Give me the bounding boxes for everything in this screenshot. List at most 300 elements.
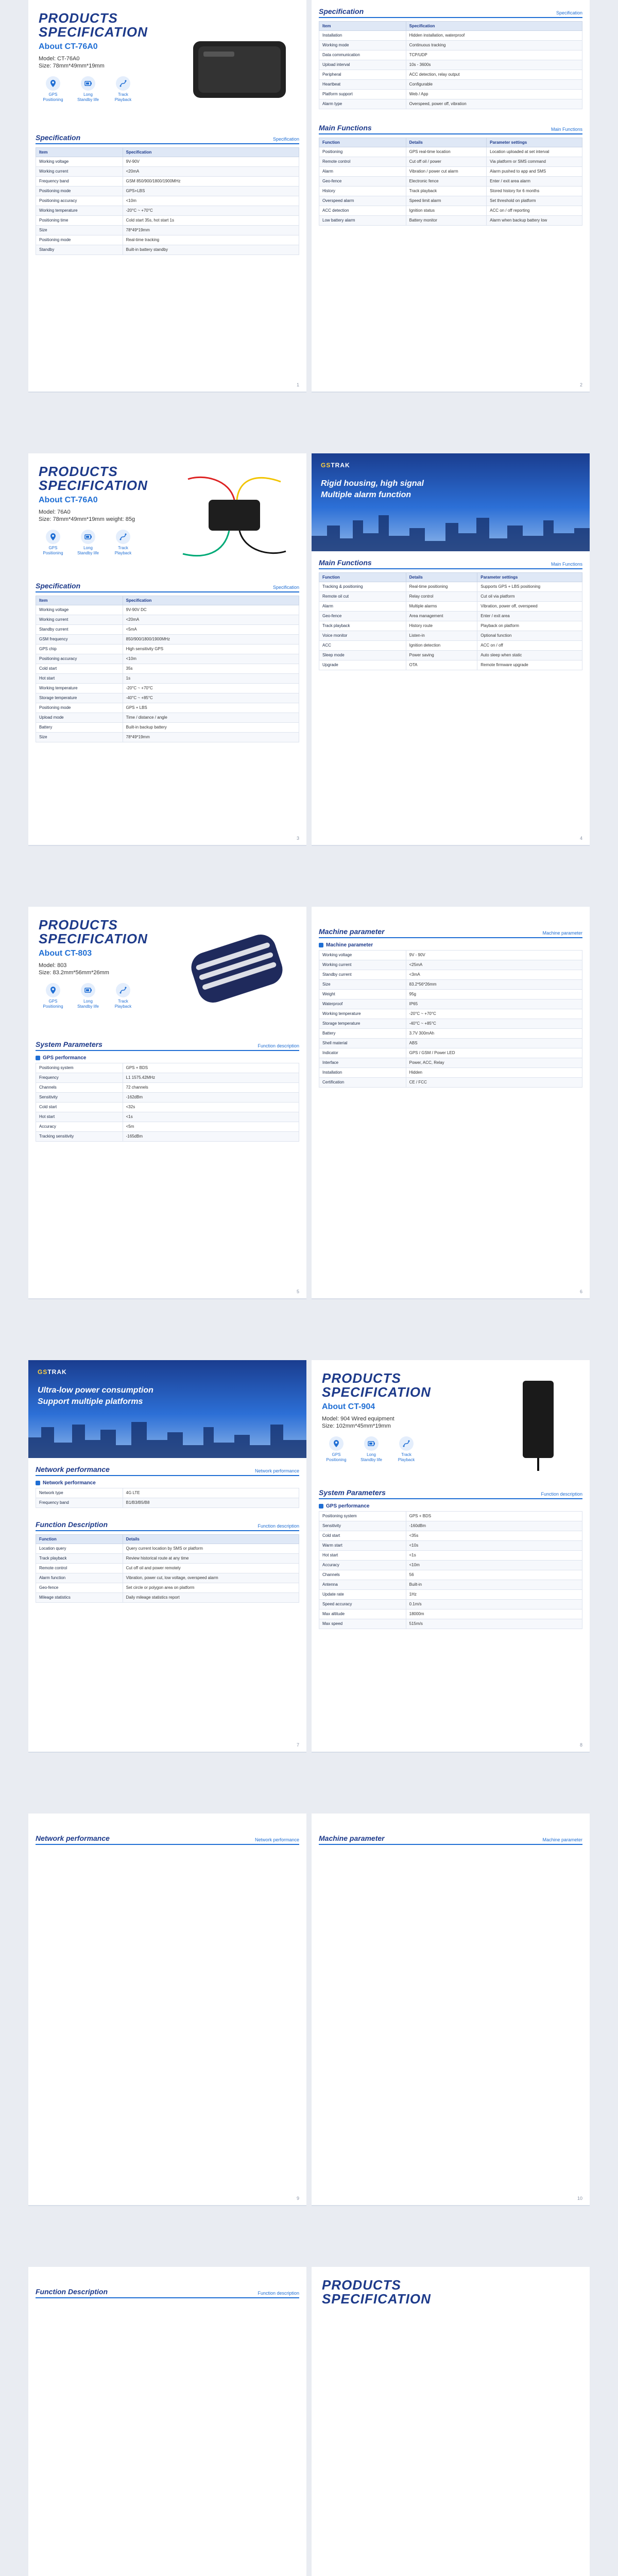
row-key: Data communication — [319, 50, 406, 60]
row-value: 78*49*19mm — [123, 733, 299, 742]
table-row — [36, 167, 299, 177]
row-value: Power, ACC, Relay — [406, 1058, 582, 1068]
row-value: -40°C ~ +85°C — [123, 693, 299, 703]
row-value: History route — [406, 621, 477, 631]
table-row — [36, 654, 299, 664]
row-key: Working temperature — [36, 206, 123, 216]
product-subtitle: About CT-904 — [322, 1402, 375, 1411]
network-table — [36, 1488, 299, 1508]
row-key: Peripheral — [319, 70, 406, 80]
row-key: Battery — [36, 723, 123, 733]
brand-logo — [38, 1368, 67, 1376]
row-key: Shell material — [319, 1039, 406, 1048]
logo-suffix: TRAK — [331, 462, 350, 469]
row-value: GPS+LBS — [123, 187, 299, 196]
row-key: Standby current — [36, 625, 123, 635]
row-value: Battery monitor — [406, 216, 487, 226]
row-key: Max speed — [319, 1619, 406, 1629]
section-tag: Function description — [541, 1492, 582, 1497]
row-key: Heartbeat — [319, 80, 406, 90]
table-row — [319, 167, 582, 177]
function-table — [319, 572, 582, 670]
section-title: Function Description — [36, 2287, 108, 2296]
square-bullet-icon — [319, 943, 323, 947]
row-key: Speed accuracy — [319, 1600, 406, 1609]
row-value: Vibration, power off, overspeed — [477, 602, 582, 612]
row-key: Weight — [319, 990, 406, 999]
feature-track — [109, 983, 138, 1009]
table-row — [36, 177, 299, 187]
section-tag: Network performance — [254, 1468, 299, 1473]
table-row — [36, 1564, 299, 1573]
section-header — [36, 1834, 299, 1845]
table-row — [36, 1593, 299, 1603]
table-header: Specification — [406, 22, 582, 31]
products-title: PRODUCTS SPECIFICATION — [39, 464, 148, 493]
feature-label: Track Playback — [114, 999, 132, 1009]
products-title: PRODUCTS SPECIFICATION — [39, 10, 148, 40]
feature-label: GPS Positioning — [43, 92, 63, 102]
row-key: Alarm — [319, 602, 406, 612]
table-row — [36, 733, 299, 742]
row-key: Tracking sensitivity — [36, 1132, 123, 1142]
table-row — [36, 1132, 299, 1142]
square-bullet-icon — [319, 1504, 323, 1509]
row-key: Accuracy — [319, 1561, 406, 1570]
section-header — [319, 124, 582, 134]
row-key: History — [319, 187, 406, 196]
row-key: Cold start — [319, 1531, 406, 1541]
row-value: Relay control — [406, 592, 477, 602]
table-row — [319, 612, 582, 621]
location-pin-icon — [46, 76, 60, 91]
row-value: Query current location by SMS or platform — [123, 1544, 299, 1554]
row-key: Storage temperature — [319, 1019, 406, 1029]
products-title: PRODUCTS SPECIFICATION — [39, 917, 148, 946]
row-value: Real-time tracking — [123, 235, 299, 245]
table-row — [319, 970, 582, 980]
row-value: Playback on platform — [477, 621, 582, 631]
product-model: Model: CT-76A0 — [39, 56, 80, 62]
row-value: IP65 — [406, 999, 582, 1009]
table-row — [319, 187, 582, 196]
section-header — [319, 1834, 582, 1845]
row-value: Hidden installation, waterproof — [406, 31, 582, 41]
row-value: Remote firmware upgrade — [477, 660, 582, 670]
row-value: 515m/s — [406, 1619, 582, 1629]
row-value: Real-time positioning — [406, 582, 477, 592]
row-key: Interface — [319, 1058, 406, 1068]
row-key: Working temperature — [36, 684, 123, 693]
page-76a0-functions: GSTRAK Rigid housing, high signal Multiple alarm function Main Functions Main Functions Function Details Parameter settings Tracking & positioning Real-time positioning Supports GPS + LBS positioning Remote oil cut Relay control Cut oil via platform Alarm Multiple alarms Vibration, power off, overspeed Geo-fence Area management Enter / exit area Track playback History route Playback on platform Voice monitor Listen-in Optional function ACC Ignition detection ACC on / off Sleep mode Power saving Auto sleep when static Upgrade OTA Remote firmware upgrade 4 — [312, 453, 590, 846]
table-row — [36, 1583, 299, 1593]
row-value: 9V - 90V — [406, 951, 582, 960]
tracker-striped-device-image — [178, 922, 296, 1015]
subsection-title: GPS performance — [43, 1055, 87, 1061]
tracker-slim-device-image — [497, 1370, 579, 1473]
row-value: GPS + BDS — [123, 1063, 299, 1073]
feature-label: Track Playback — [114, 546, 132, 555]
table-row — [36, 713, 299, 723]
row-key: Sensitivity — [319, 1521, 406, 1531]
row-key: Network type — [36, 1488, 123, 1498]
row-key: Alarm type — [319, 99, 406, 109]
row-key: Sensitivity — [36, 1093, 123, 1103]
row-value: 35s — [123, 664, 299, 674]
route-icon — [116, 983, 130, 997]
row-key: Cold start — [36, 1103, 123, 1112]
table-row — [319, 980, 582, 990]
row-value: GPS / GSM / Power LED — [406, 1048, 582, 1058]
row-value: Via platform or SMS command — [487, 157, 582, 167]
row-key: Upload interval — [319, 60, 406, 70]
row-value: Track playback — [406, 187, 487, 196]
row-value: L1 1575.42MHz — [123, 1073, 299, 1083]
table-row — [36, 187, 299, 196]
row-key: Antenna — [319, 1580, 406, 1590]
row-value: Multiple alarms — [406, 602, 477, 612]
section-header — [319, 558, 582, 569]
feature-standby — [357, 1436, 386, 1463]
row-key: Positioning — [319, 147, 406, 157]
row-value: Cut off oil and power remotely — [123, 1564, 299, 1573]
feature-label: Long Standby life — [77, 546, 99, 555]
row-key: Frequency band — [36, 177, 123, 187]
row-value: -20°C ~ +70°C — [123, 206, 299, 216]
battery-icon — [81, 983, 95, 997]
row-key: Cold start — [36, 664, 123, 674]
section-title: System Parameters — [319, 1488, 386, 1497]
row-value: 850/900/1800/1900MHz — [123, 635, 299, 645]
subsection-gps — [36, 1055, 299, 1061]
gps-table — [36, 1063, 299, 1142]
table-row — [36, 1063, 299, 1073]
row-value: Time / distance / angle — [123, 713, 299, 723]
row-value: 9V-90V DC — [123, 605, 299, 615]
row-key: Overspeed alarm — [319, 196, 406, 206]
section-title: System Parameters — [36, 1040, 102, 1048]
table-header: Item — [36, 148, 123, 157]
subsection-title: Machine parameter — [326, 942, 373, 948]
row-value: 72 channels — [123, 1083, 299, 1093]
row-value: Stored history for 6 months — [487, 187, 582, 196]
section-header — [36, 133, 299, 144]
row-key: Channels — [319, 1570, 406, 1580]
table-row — [36, 1573, 299, 1583]
section-tag: Main Functions — [551, 562, 582, 567]
row-value: Continuous tracking — [406, 41, 582, 50]
section-title: Specification — [36, 133, 81, 142]
location-pin-icon — [46, 530, 60, 544]
row-value: Ignition detection — [406, 641, 477, 651]
row-key: Size — [36, 733, 123, 742]
row-value: Optional function — [477, 631, 582, 641]
table-row — [36, 723, 299, 733]
row-value: 18000m — [406, 1609, 582, 1619]
table-row — [319, 1048, 582, 1058]
row-value: Power saving — [406, 651, 477, 660]
row-value: 9V-90V — [123, 157, 299, 167]
row-value: Cold start 35s, hot start 1s — [123, 216, 299, 226]
table-header: Item — [319, 22, 406, 31]
table-row — [36, 1083, 299, 1093]
table-row — [36, 635, 299, 645]
row-key: Remote control — [319, 157, 406, 167]
table-row — [319, 990, 582, 999]
section-tag: Function description — [258, 2291, 299, 2296]
feature-label: GPS Positioning — [43, 999, 63, 1009]
section-header — [36, 2287, 299, 2298]
row-value: Review historical route at any time — [123, 1554, 299, 1564]
row-value: <20mA — [123, 167, 299, 177]
row-value: High sensitivity GPS — [123, 645, 299, 654]
row-value: -160dBm — [406, 1521, 582, 1531]
table-row — [36, 196, 299, 206]
products-title: PRODUCTS SPECIFICATION — [322, 2277, 431, 2307]
table-row — [36, 245, 299, 255]
table-row — [319, 621, 582, 631]
section-title: Main Functions — [319, 558, 372, 567]
table-row — [319, 582, 582, 592]
feature-standby — [74, 983, 102, 1009]
table-row — [36, 1093, 299, 1103]
row-key: Update rate — [319, 1590, 406, 1600]
product-subtitle: About CT-76A0 — [39, 496, 98, 504]
table-row — [319, 1039, 582, 1048]
battery-icon — [81, 76, 95, 91]
product-size: Size: 78mm*49mm*19mm weight: 85g — [39, 516, 135, 522]
row-key: Positioning system — [319, 1512, 406, 1521]
function-table — [319, 138, 582, 226]
logo-prefix: GS — [321, 462, 331, 469]
subsection-gps — [319, 1503, 582, 1509]
row-value: Area management — [406, 612, 477, 621]
subsection-network — [36, 1480, 299, 1486]
row-value: Auto sleep when static — [477, 651, 582, 660]
table-row — [319, 1531, 582, 1541]
feature-label: Long Standby life — [77, 999, 99, 1009]
table-row — [319, 50, 582, 60]
logo-prefix: GS — [38, 1368, 48, 1376]
product-subtitle: About CT-76A0 — [39, 42, 98, 51]
page-76a0-spec: PRODUCTS SPECIFICATION About CT-76A0 Model: 76A0 Size: 78mm*49mm*19mm weight: 85g GPS Positioning Long Standby life Track Playback Specification Specification Item Specification Working voltage 9V-90V DC Working current <20mA Standby current <5mA GSM frequency 850/900/1800/1900MHz GPS chip High sensitivity GPS Positioning accuracy <10m Cold start 35s Hot start 1s Working temperature -20°C ~ +70°C Storage temperature -40°C ~ +85°C Positioning mode GPS + LBS Upload mode Time / distance / angle Battery Built-in backup battery Size 78*49*19mm 3 — [28, 453, 306, 846]
row-key: ACC detection — [319, 206, 406, 216]
row-value: Daily mileage statistics report — [123, 1593, 299, 1603]
section-tag: Machine parameter — [542, 930, 582, 936]
row-value: Vibration / power cut alarm — [406, 167, 487, 177]
product-model: Model: 76A0 — [39, 509, 71, 515]
table-row — [319, 1619, 582, 1629]
row-value: Cut off oil / power — [406, 157, 487, 167]
function-table — [36, 1534, 299, 1603]
row-key: Size — [36, 226, 123, 235]
location-pin-icon — [46, 983, 60, 997]
row-value: ACC on / off — [477, 641, 582, 651]
page-ct76a0-intro: PRODUCTS SPECIFICATION About CT-76A0 Model: CT-76A0 Size: 78mm*49mm*19mm GPS Positioning Long Standby life Track Playback Specification Specification Item Specification Working voltage 9V-90V Working current <20mA Frequency band GSM 850/900/1800/1900MHz Positioning mode GPS+LBS Positioning accuracy <10m Working temperature -20°C ~ +70°C Positioning time Cold start 35s, hot start 1s Size 78*49*19mm Positioning mode Real-time tracking Standby Built-in battery standby 1 — [28, 0, 306, 393]
row-key: GSM frequency — [36, 635, 123, 645]
row-value: ACC on / off reporting — [487, 206, 582, 216]
table-row — [319, 1580, 582, 1590]
row-value: TCP/UDP — [406, 50, 582, 60]
logo-suffix: TRAK — [47, 1368, 67, 1376]
table-row — [36, 684, 299, 693]
row-key: Positioning accuracy — [36, 654, 123, 664]
row-key: Working current — [36, 167, 123, 177]
table-row — [319, 1009, 582, 1019]
section-title: Main Functions — [319, 124, 372, 132]
page-placeholder — [28, 2267, 306, 2576]
section-tag: Main Functions — [551, 127, 582, 132]
product-size: Size: 102mm*45mm*19mm — [322, 1423, 391, 1429]
table-row — [319, 1551, 582, 1561]
row-key: Alarm function — [36, 1573, 123, 1583]
row-value: 10s - 3600s — [406, 60, 582, 70]
row-value: ACC detection, relay output — [406, 70, 582, 80]
page-ct904-network: GSTRAK Ultra-low power consumption Support multiple platforms Network performance Network performance Network performance Network type 4G LTE Frequency band B1/B3/B5/B8 Function Description Function description Function Details Location query Query current location by SMS or platform Track playback Review historical route at any time Remote control Cut off oil and power remotely Alarm function Vibration, power cut, low voltage, overspeed alarm Geo-fence Set circle or polygon area on platform Mileage statistics Daily mileage statistics report 7 — [28, 1360, 306, 1753]
row-key: Battery — [319, 1029, 406, 1039]
row-value: GPS + BDS — [406, 1512, 582, 1521]
table-row — [319, 592, 582, 602]
section-tag: Specification — [272, 585, 299, 590]
row-value: <5m — [123, 1122, 299, 1132]
brand-logo — [321, 462, 350, 469]
row-value: Web / App — [406, 90, 582, 99]
table-row — [36, 625, 299, 635]
table-row — [319, 31, 582, 41]
table-row — [319, 651, 582, 660]
feature-gps — [322, 1436, 351, 1463]
table-row — [319, 41, 582, 50]
row-value: <10s — [406, 1541, 582, 1551]
table-header: Function — [319, 573, 406, 582]
table-row — [36, 235, 299, 245]
row-key: Platform support — [319, 90, 406, 99]
table-row — [319, 1029, 582, 1039]
table-row — [319, 60, 582, 70]
city-skyline-image — [312, 510, 590, 551]
row-key: Positioning accuracy — [36, 196, 123, 206]
table-row — [319, 80, 582, 90]
table-row — [319, 960, 582, 970]
row-key: Remote oil cut — [319, 592, 406, 602]
row-key: Positioning mode — [36, 703, 123, 713]
row-value: 78*49*19mm — [123, 226, 299, 235]
table-row — [319, 1019, 582, 1029]
row-value: Overspeed, power off, vibration — [406, 99, 582, 109]
row-value: OTA — [406, 660, 477, 670]
table-row — [319, 99, 582, 109]
table-row — [319, 951, 582, 960]
row-key: Max altitude — [319, 1609, 406, 1619]
row-key: Geo-fence — [36, 1583, 123, 1593]
row-key: Installation — [319, 31, 406, 41]
row-key: Hot start — [36, 1112, 123, 1122]
row-key: Voice monitor — [319, 631, 406, 641]
tracker-wired-device-image — [173, 469, 296, 567]
row-value: -20°C ~ +70°C — [406, 1009, 582, 1019]
row-key: Positioning time — [36, 216, 123, 226]
section-title: Function Description — [36, 1520, 108, 1529]
table-row — [319, 1521, 582, 1531]
feature-label: GPS Positioning — [326, 1452, 347, 1462]
subsection-title: GPS performance — [326, 1503, 370, 1509]
promo-banner — [312, 453, 590, 551]
table-row — [36, 645, 299, 654]
row-key: Waterproof — [319, 999, 406, 1009]
row-key: Standby current — [319, 970, 406, 980]
table-row — [319, 157, 582, 167]
row-value: Electronic fence — [406, 177, 487, 187]
table-row — [319, 147, 582, 157]
row-key: GPS chip — [36, 645, 123, 654]
feature-label: Track Playback — [398, 1452, 415, 1462]
section-header — [36, 1040, 299, 1051]
row-value: CE / FCC — [406, 1078, 582, 1088]
row-value: <3mA — [406, 970, 582, 980]
table-row — [319, 1570, 582, 1580]
row-key: Warm start — [319, 1541, 406, 1551]
table-row — [36, 1122, 299, 1132]
row-value: Supports GPS + LBS positioning — [477, 582, 582, 592]
feature-label: Track Playback — [114, 92, 132, 102]
row-value: ABS — [406, 1039, 582, 1048]
table-row — [319, 1609, 582, 1619]
table-row — [319, 1058, 582, 1068]
table-row — [319, 1078, 582, 1088]
table-row — [36, 615, 299, 625]
row-key: Installation — [319, 1068, 406, 1078]
table-row — [319, 177, 582, 187]
route-icon — [116, 76, 130, 91]
section-tag: Function description — [258, 1523, 299, 1529]
table-row — [319, 1541, 582, 1551]
feature-gps — [39, 983, 67, 1009]
row-value: 4G LTE — [123, 1488, 299, 1498]
row-value: <10m — [406, 1561, 582, 1570]
square-bullet-icon — [36, 1056, 40, 1060]
row-value: <1s — [406, 1551, 582, 1561]
feature-label: GPS Positioning — [43, 546, 63, 555]
location-pin-icon — [329, 1436, 344, 1451]
products-title: PRODUCTS SPECIFICATION — [322, 1370, 431, 1400]
row-key: ACC — [319, 641, 406, 651]
row-key: Standby — [36, 245, 123, 255]
table-row — [36, 693, 299, 703]
table-header: Parameter settings — [477, 573, 582, 582]
row-value: -165dBm — [123, 1132, 299, 1142]
row-key: Certification — [319, 1078, 406, 1088]
table-row — [36, 1544, 299, 1554]
section-title: Machine parameter — [319, 1834, 385, 1842]
row-key: Size — [319, 980, 406, 990]
row-value: Hidden — [406, 1068, 582, 1078]
product-size: Size: 83.2mm*56mm*26mm — [39, 970, 109, 976]
section-header — [36, 582, 299, 592]
row-key: Storage temperature — [36, 693, 123, 703]
row-value: Location uploaded at set interval — [487, 147, 582, 157]
section-tag: Function description — [258, 1043, 299, 1048]
table-row — [36, 1112, 299, 1122]
row-value: <10m — [123, 654, 299, 664]
city-skyline-image — [28, 1417, 306, 1458]
row-key: Hot start — [319, 1551, 406, 1561]
feature-track — [109, 530, 138, 556]
row-value: Listen-in — [406, 631, 477, 641]
row-value: Built-in backup battery — [123, 723, 299, 733]
page-placeholder: Network performance Network performance 9 — [28, 1814, 306, 2206]
table-row — [36, 1073, 299, 1083]
row-value: 3.7V 300mAh — [406, 1029, 582, 1039]
